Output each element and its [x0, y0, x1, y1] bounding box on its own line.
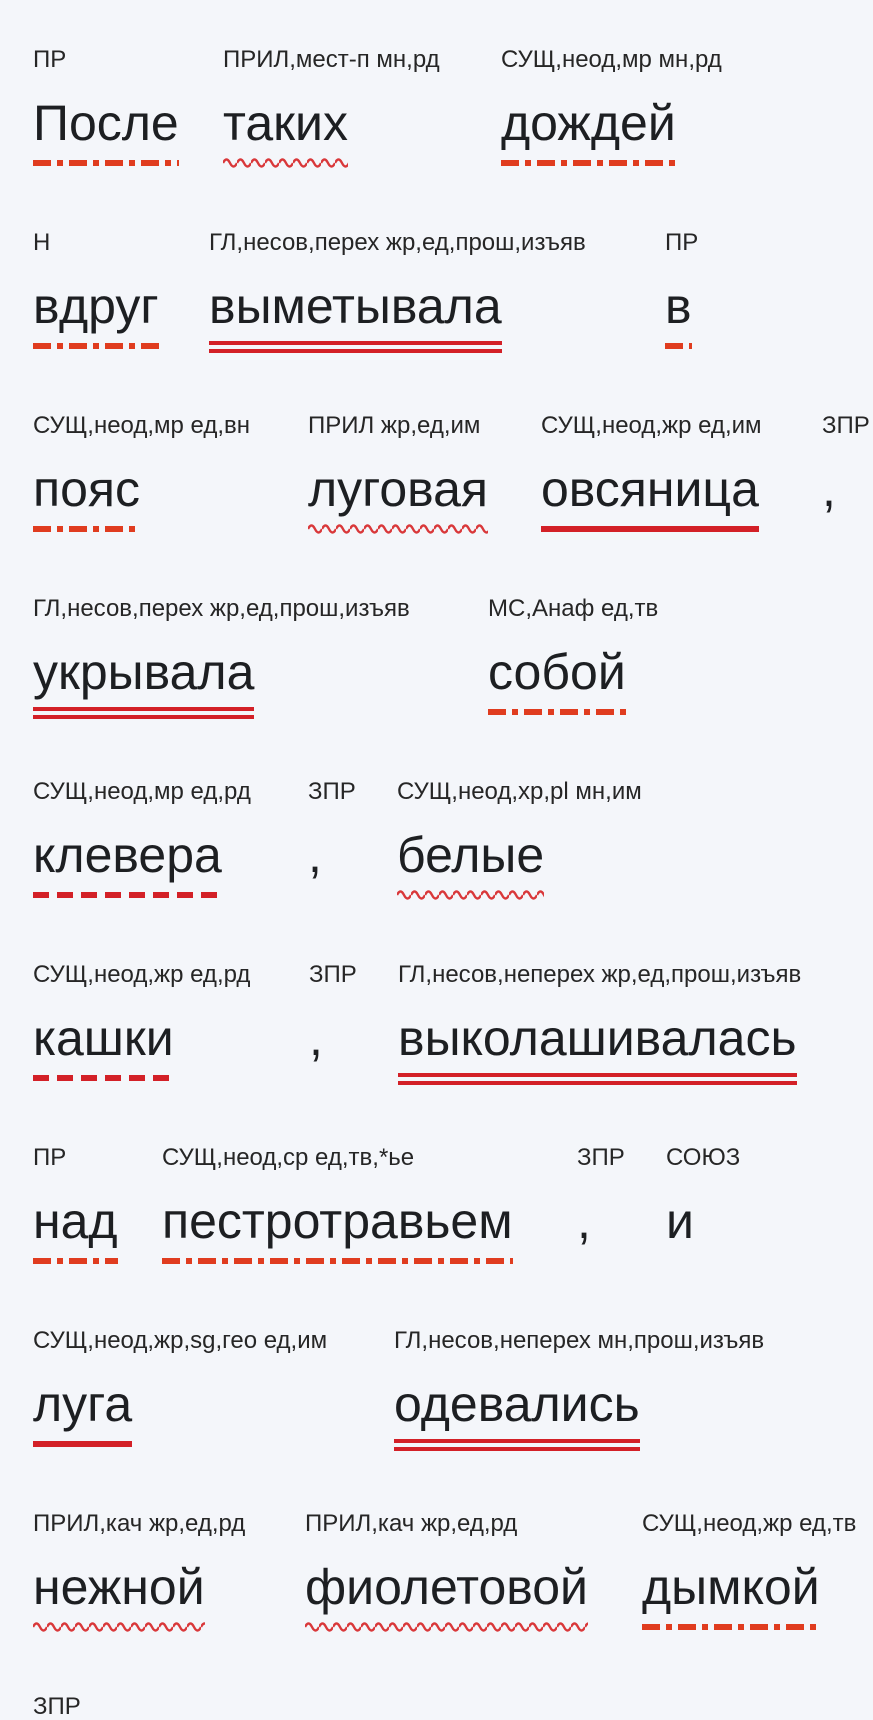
token: [397, 778, 642, 884]
word: фиолетовой: [305, 1558, 588, 1616]
word: укрывала: [33, 643, 254, 701]
token: [308, 778, 356, 884]
word: выколашивалась: [398, 1009, 797, 1067]
token: [394, 1327, 764, 1433]
grammar-tag: ГЛ,несов,неперех жр,ед,прош,изъяв: [398, 961, 802, 988]
word: в: [665, 277, 692, 335]
token: [33, 1510, 245, 1616]
grammar-tag: ЗПР: [308, 778, 356, 805]
grammar-tag: СУЩ,неод,хр,pl мн,им: [397, 778, 642, 805]
word: дождей: [501, 94, 676, 152]
adverbial-underline: [33, 160, 179, 166]
token: [33, 46, 179, 152]
token-row: [0, 412, 873, 595]
word: пояс: [33, 460, 140, 518]
token: [822, 412, 870, 518]
grammar-tag: ГЛ,несов,перех жр,ед,прош,изъяв: [209, 229, 586, 256]
token: [577, 1144, 625, 1250]
object-underline: [33, 892, 222, 898]
adverbial-underline: [33, 343, 159, 349]
grammar-tag: СУЩ,неод,мр мн,рд: [501, 46, 722, 73]
punctuation: ,: [308, 827, 322, 883]
token: [305, 1510, 588, 1616]
predicate-underline: [209, 341, 502, 353]
token: [33, 1144, 118, 1250]
adverbial-underline: [33, 526, 140, 532]
predicate-underline: [33, 707, 254, 719]
token-row: [0, 595, 873, 778]
grammar-tag: СУЩ,неод,жр ед,тв: [642, 1510, 857, 1537]
token: [33, 961, 250, 1067]
token: [33, 595, 410, 701]
adverbial-underline: [162, 1258, 513, 1264]
token: [398, 961, 801, 1067]
conjunction: и: [666, 1193, 694, 1249]
token-row: [0, 1510, 873, 1693]
word: луга: [33, 1375, 132, 1433]
adverbial-underline: [642, 1624, 820, 1630]
token-row: [0, 961, 873, 1144]
grammar-tag: ЗПР: [577, 1144, 625, 1171]
grammar-tag: ЗПР: [822, 412, 870, 439]
word: выметывала: [209, 277, 502, 335]
token-row: [0, 229, 873, 412]
word: вдруг: [33, 277, 159, 335]
attribute-underline: [33, 1620, 205, 1634]
token: [33, 1693, 81, 1720]
word: луговая: [308, 460, 488, 518]
word: таких: [223, 94, 348, 152]
word: После: [33, 94, 179, 152]
adverbial-underline: [33, 1258, 118, 1264]
grammar-tag: ЗПР: [33, 1693, 81, 1720]
word: над: [33, 1192, 118, 1250]
subject-underline: [33, 1441, 132, 1447]
grammar-tag: ЗПР: [309, 961, 357, 988]
word: кашки: [33, 1009, 174, 1067]
subject-underline: [541, 526, 759, 532]
adverbial-underline: [488, 709, 626, 715]
punctuation: ,: [309, 1010, 323, 1066]
attribute-underline: [397, 888, 544, 902]
token: [162, 1144, 513, 1250]
adverbial-underline: [501, 160, 676, 166]
grammar-tag: ПРИЛ,кач жр,ед,рд: [305, 1510, 518, 1537]
token: [209, 229, 586, 335]
token-row: [0, 1693, 873, 1720]
grammar-tag: СУЩ,неод,мр ед,вн: [33, 412, 251, 439]
grammar-tag: СУЩ,неод,жр ед,им: [541, 412, 762, 439]
grammar-tag: СУЩ,неод,мр ед,рд: [33, 778, 251, 805]
grammar-tag: ПРИЛ,мест-п мн,рд: [223, 46, 440, 73]
punctuation: ,: [822, 461, 836, 517]
token: [642, 1510, 856, 1616]
token: [488, 595, 658, 701]
word: нежной: [33, 1558, 205, 1616]
word: белые: [397, 826, 544, 884]
attribute-underline: [305, 1620, 588, 1634]
grammar-tag: СУЩ,неод,жр,sg,гео ед,им: [33, 1327, 328, 1354]
word: собой: [488, 643, 626, 701]
token: [541, 412, 762, 518]
grammar-tag: СУЩ,неод,жр ед,рд: [33, 961, 251, 988]
grammar-tag: ПРИЛ,кач жр,ед,рд: [33, 1510, 246, 1537]
token-row: [0, 1327, 873, 1510]
grammar-tag: ПР: [33, 1144, 67, 1171]
token: [33, 412, 250, 518]
word: клевера: [33, 826, 222, 884]
token: [309, 961, 357, 1067]
token: [223, 46, 440, 152]
token: [33, 229, 159, 335]
grammar-tag: ГЛ,несов,перех жр,ед,прош,изъяв: [33, 595, 410, 622]
predicate-underline: [394, 1439, 640, 1451]
grammar-tag: ПРИЛ жр,ед,им: [308, 412, 481, 439]
object-underline: [33, 1075, 174, 1081]
word: овсяница: [541, 460, 759, 518]
punctuation: ,: [577, 1193, 591, 1249]
token: [33, 778, 251, 884]
predicate-underline: [398, 1073, 797, 1085]
grammar-tag: СОЮЗ: [666, 1144, 741, 1171]
attribute-underline: [308, 522, 488, 536]
word: пестротравьем: [162, 1192, 513, 1250]
adverbial-underline: [665, 343, 692, 349]
grammar-tag: СУЩ,неод,ср ед,тв,*ье: [162, 1144, 415, 1171]
token: [666, 1144, 740, 1250]
grammar-tag: ПР: [665, 229, 699, 256]
token: [308, 412, 488, 518]
token-row: [0, 778, 873, 961]
word: дымкой: [642, 1558, 820, 1616]
token: [665, 229, 698, 335]
attribute-underline: [223, 156, 348, 170]
token-row: [0, 1144, 873, 1327]
grammar-tag: МС,Анаф ед,тв: [488, 595, 659, 622]
token: [33, 1327, 327, 1433]
token: [501, 46, 722, 152]
token-row: [0, 46, 873, 229]
grammar-tag: ПР: [33, 46, 67, 73]
grammar-tag: Н: [33, 229, 51, 256]
grammar-tag: ГЛ,несов,неперех мн,прош,изъяв: [394, 1327, 765, 1354]
word: одевались: [394, 1375, 640, 1433]
